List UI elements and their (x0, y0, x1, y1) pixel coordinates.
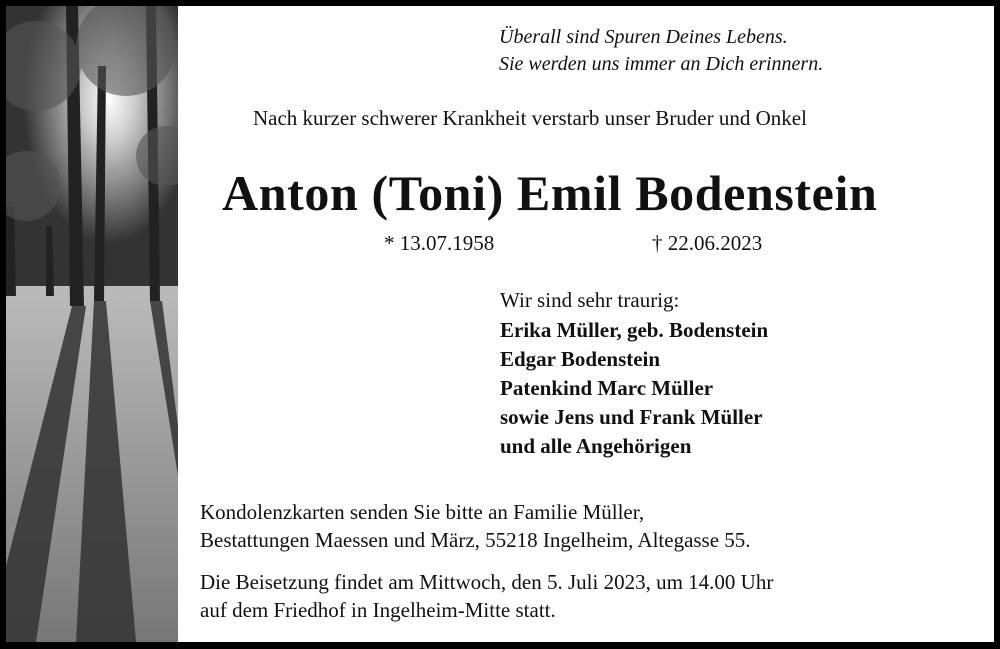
condolence-line-1: Kondolenzkarten senden Sie bitte an Familie Müller, (200, 500, 645, 524)
mourner-name: Edgar Bodenstein (500, 347, 661, 371)
mourner-name: Erika Müller, geb. Bodenstein (500, 318, 769, 342)
birth-date: * 13.07.1958 (384, 231, 495, 255)
funeral-line-2: auf dem Friedhof in Ingelheim-Mitte statt. (200, 598, 556, 622)
motto-line-1: Überall sind Spuren Deines Lebens. (499, 26, 788, 48)
deceased-name: Anton (Toni) Emil Bodenstein (222, 165, 878, 221)
mourner-name: Patenkind Marc Müller (500, 376, 714, 400)
condolence-line-2: Bestattungen Maessen und März, 55218 Ingelheim, Altegasse 55. (200, 528, 751, 552)
intro-text: Nach kurzer schwerer Krankheit verstarb unser Bruder und Onkel (253, 106, 807, 130)
park-trees-photo (6, 6, 178, 642)
mourner-name: sowie Jens und Frank Müller (500, 405, 763, 429)
funeral-line-1: Die Beisetzung findet am Mittwoch, den 5. Juli 2023, um 14.00 Uhr (200, 570, 774, 594)
mourners-heading: Wir sind sehr traurig: (500, 288, 680, 312)
death-date: † 22.06.2023 (652, 231, 763, 255)
mourner-name: und alle Angehörigen (500, 434, 692, 458)
motto-line-2: Sie werden uns immer an Dich erinnern. (499, 53, 824, 75)
